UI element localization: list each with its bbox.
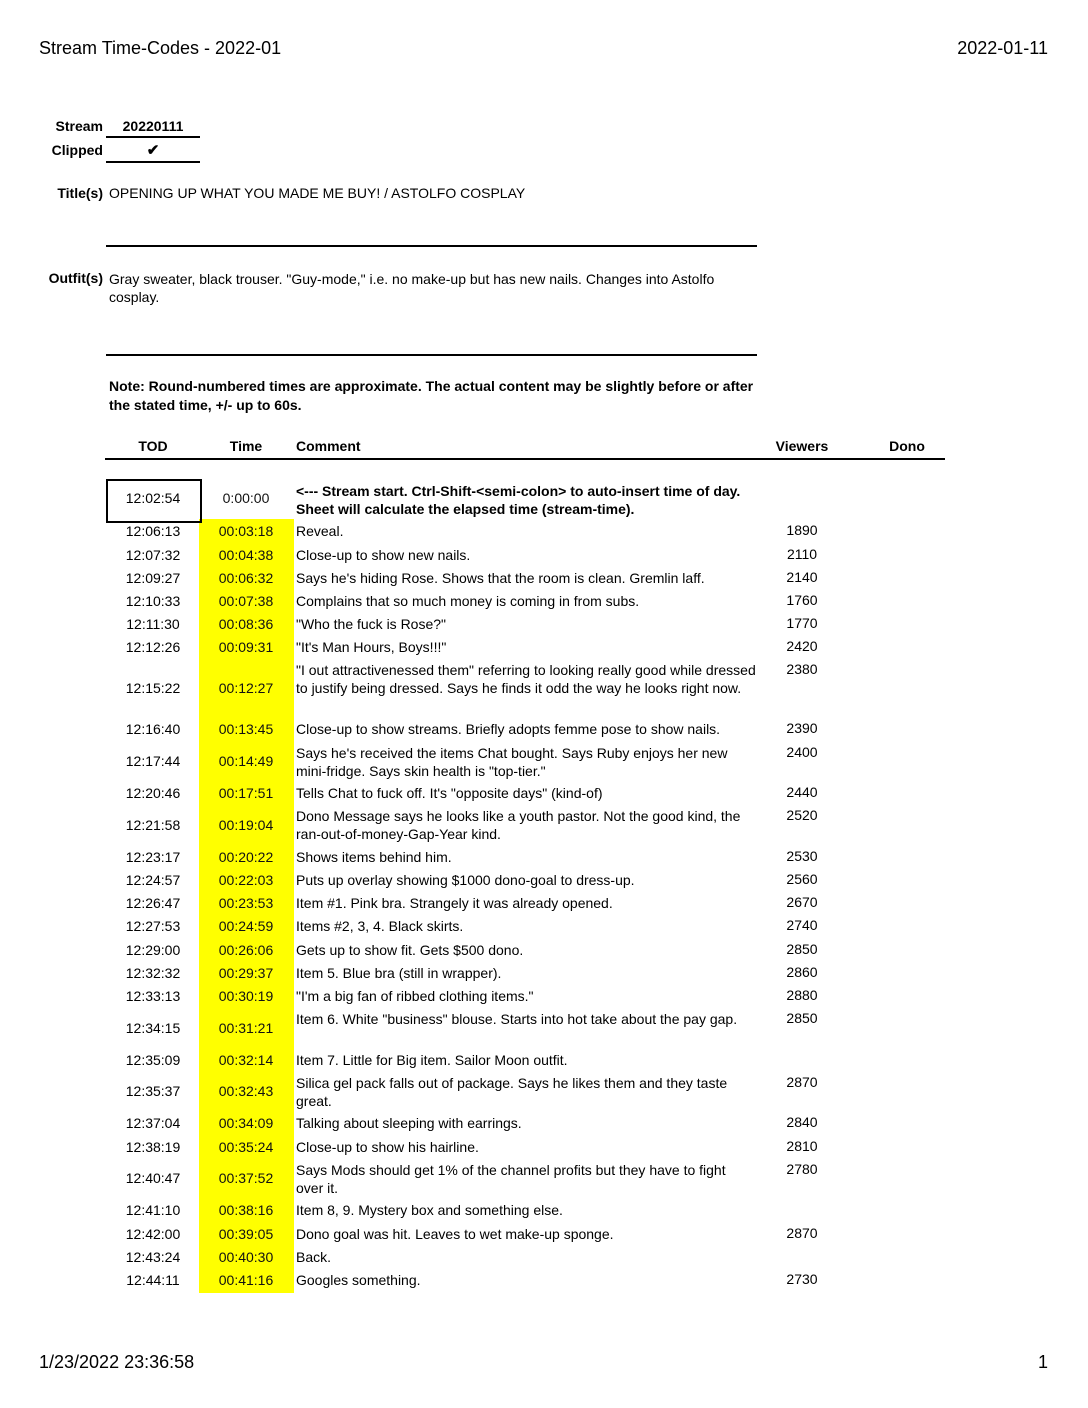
time-cell: 00:24:59: [218, 918, 274, 934]
comment-cell: Says he's received the items Chat bought. Says Ruby enjoys her new mini-fridge. Says skin health is "top-tier.": [296, 745, 728, 779]
time-cell: 00:38:16: [218, 1202, 274, 1218]
comment-cell: "Who the fuck is Rose?": [296, 616, 447, 632]
titles-value: OPENING UP WHAT YOU MADE ME BUY! / ASTOLFO COSPLAY: [109, 185, 526, 201]
comment-cell: Tells Chat to fuck off. It's "opposite days" (kind-of): [296, 785, 603, 801]
stream-value: 20220111: [106, 118, 200, 138]
comment-cell: Silica gel pack falls out of package. Says he likes them and they taste great.: [296, 1075, 728, 1109]
tod-cell: 12:40:47: [125, 1170, 181, 1186]
comment-cell: Googles something.: [296, 1272, 421, 1288]
tod-cell: 12:20:46: [125, 785, 181, 801]
table-row: [0, 1051, 1088, 1074]
tod-cell: 12:27:53: [125, 918, 181, 934]
comment-cell: "It's Man Hours, Boys!!!": [296, 639, 447, 655]
time-cell: 00:39:05: [218, 1226, 274, 1242]
time-cell: 00:29:37: [218, 965, 274, 981]
tod-cell: 12:07:32: [125, 547, 181, 563]
column-header-dono: Dono: [889, 438, 925, 454]
tod-cell: 12:35:37: [125, 1083, 181, 1099]
time-cell: 00:03:18: [218, 523, 274, 539]
time-cell: 00:12:27: [218, 680, 274, 696]
table-row: [0, 848, 1088, 871]
time-cell: 00:14:49: [218, 753, 274, 769]
viewers-cell: 2390: [786, 720, 818, 736]
table-row: [0, 720, 1088, 744]
document-date: 2022-01-11: [957, 38, 1048, 58]
comment-cell: Says Mods should get 1% of the channel profits but they have to fight over it.: [296, 1162, 726, 1196]
tod-cell: 12:06:13: [125, 523, 181, 539]
comment-cell: Shows items behind him.: [296, 849, 452, 865]
viewers-cell: 1770: [786, 615, 818, 631]
comment-cell: Says he's hiding Rose. Shows that the room is clean. Gremlin laff.: [296, 570, 705, 586]
table-row: [0, 987, 1088, 1010]
comment-cell: Back.: [296, 1249, 332, 1265]
time-cell: 00:19:04: [218, 817, 274, 833]
time-cell: 00:41:16: [218, 1272, 274, 1288]
comment-cell: Dono goal was hit. Leaves to wet make-up sponge.: [296, 1226, 614, 1242]
tod-cell: 12:24:57: [125, 872, 181, 888]
tod-cell: 12:21:58: [125, 817, 181, 833]
comment-cell: Item 8, 9. Mystery box and something else.: [296, 1202, 563, 1218]
table-row: [0, 964, 1088, 987]
comment-cell: Item 7. Little for Big item. Sailor Moon outfit.: [296, 1052, 568, 1068]
comment-cell: <--- Stream start. Ctrl-Shift-<semi-colon> to auto-insert time of day. Sheet will calculate the elapsed time (stream-time).: [296, 483, 741, 517]
table-row: [0, 638, 1088, 661]
table-row: [0, 1010, 1088, 1051]
table-row: [0, 546, 1088, 569]
table-row: [0, 917, 1088, 941]
comment-cell: "I'm a big fan of ribbed clothing items.": [296, 988, 534, 1004]
comment-cell: Puts up overlay showing $1000 dono-goal to dress-up.: [296, 872, 635, 888]
time-cell: 00:20:22: [218, 849, 274, 865]
comment-cell: Talking about sleeping with earrings.: [296, 1115, 522, 1131]
viewers-cell: 2870: [786, 1225, 818, 1241]
table-row: [0, 744, 1088, 784]
viewers-cell: 2730: [786, 1271, 818, 1287]
time-cell: 00:34:09: [218, 1115, 274, 1131]
tod-cell: 12:16:40: [125, 721, 181, 737]
table-row: [0, 1114, 1088, 1138]
time-cell: 0:00:00: [222, 490, 270, 506]
time-cell: 00:30:19: [218, 988, 274, 1004]
viewers-cell: 2670: [786, 894, 818, 910]
table-row: [0, 592, 1088, 615]
comment-cell: Complains that so much money is coming in from subs.: [296, 593, 640, 609]
comment-cell: Reveal.: [296, 523, 344, 539]
time-cell: 00:32:43: [218, 1083, 274, 1099]
time-cell: 00:37:52: [218, 1170, 274, 1186]
table-row: [0, 615, 1088, 638]
viewers-cell: 2860: [786, 964, 818, 980]
comment-cell: Items #2, 3, 4. Black skirts.: [296, 918, 464, 934]
viewers-cell: 2780: [786, 1161, 818, 1177]
comment-cell: Item 6. White "business" blouse. Starts into hot take about the pay gap.: [296, 1011, 738, 1027]
column-header-time: Time: [229, 438, 263, 454]
time-cell: 00:22:03: [218, 872, 274, 888]
tod-cell: 12:11:30: [126, 616, 180, 632]
comment-cell: Item 5. Blue bra (still in wrapper).: [296, 965, 502, 981]
table-row: [0, 871, 1088, 894]
header-rule: [105, 458, 945, 460]
viewers-cell: 2850: [786, 941, 818, 957]
tod-cell: 12:15:22: [125, 680, 181, 696]
viewers-cell: 2850: [786, 1010, 818, 1026]
tod-cell: 12:44:11: [126, 1272, 180, 1288]
footer-timestamp: 1/23/2022 23:36:58: [39, 1352, 195, 1372]
outfits-rule: [106, 354, 757, 356]
tod-cell: 12:42:00: [125, 1226, 181, 1242]
viewers-cell: 2870: [786, 1074, 818, 1090]
tod-cell: 12:41:10: [125, 1202, 181, 1218]
time-cell: 00:17:51: [218, 785, 274, 801]
viewers-cell: 2400: [786, 744, 818, 760]
page-number: 1: [1037, 1352, 1048, 1372]
comment-cell: Gets up to show fit. Gets $500 dono.: [296, 942, 524, 958]
tod-cell: 12:26:47: [125, 895, 181, 911]
tod-cell: 12:12:26: [125, 639, 181, 655]
time-cell: 00:26:06: [218, 942, 274, 958]
comment-cell: Close-up to show streams. Briefly adopts femme pose to show nails.: [296, 721, 721, 737]
column-header-comment: Comment: [296, 438, 361, 454]
table-row: [0, 569, 1088, 592]
viewers-cell: 2840: [786, 1114, 818, 1130]
viewers-cell: 2740: [786, 917, 818, 933]
time-cell: 00:13:45: [218, 721, 274, 737]
outfits-value: Gray sweater, black trouser. "Guy-mode," i.e. no make-up but has new nails. Changes into Astolfo cosplay.: [109, 271, 715, 305]
time-cell: 00:32:14: [218, 1052, 274, 1068]
table-row: [0, 807, 1088, 848]
tod-cell: 12:23:17: [125, 849, 181, 865]
viewers-cell: 2520: [786, 807, 818, 823]
viewers-cell: 2140: [786, 569, 818, 585]
tod-cell: 12:10:33: [125, 593, 181, 609]
table-row: [0, 1201, 1088, 1225]
table-row: [0, 482, 1088, 522]
tod-cell: 12:33:13: [125, 988, 181, 1004]
comment-cell: Close-up to show his hairline.: [296, 1139, 479, 1155]
table-row: [0, 941, 1088, 964]
time-cell: 00:35:24: [218, 1139, 274, 1155]
stream-label: Stream: [55, 118, 103, 134]
table-row: [0, 784, 1088, 807]
time-cell: 00:31:21: [218, 1020, 274, 1036]
time-cell: 00:23:53: [218, 895, 274, 911]
tod-cell: 12:17:44: [125, 753, 181, 769]
viewers-cell: 2530: [786, 848, 818, 864]
table-row: [0, 1271, 1088, 1294]
viewers-cell: 2420: [786, 638, 818, 654]
comment-cell: Dono Message says he looks like a youth pastor. Not the good kind, the ran-out-of-money-Gap-Year kind.: [296, 808, 741, 842]
viewers-cell: 2880: [786, 987, 818, 1003]
outfits-label: Outfit(s): [48, 270, 103, 286]
time-cell: 00:04:38: [218, 547, 274, 563]
table-row: [0, 1248, 1088, 1271]
viewers-cell: 2810: [786, 1138, 818, 1154]
note-text: Note: Round-numbered times are approximate. The actual content may be slightly before or after the stated time, +/- up to 60s.: [109, 378, 754, 413]
viewers-cell: 2380: [786, 661, 818, 677]
table-row: [0, 1074, 1088, 1114]
clipped-label: Clipped: [51, 142, 103, 158]
table-row: [0, 1138, 1088, 1161]
comment-cell: Close-up to show new nails.: [296, 547, 471, 563]
table-row: [0, 522, 1088, 546]
time-cell: 00:08:36: [218, 616, 274, 632]
tod-cell: 12:09:27: [125, 570, 181, 586]
tod-cell: 12:34:15: [125, 1020, 181, 1036]
tod-cell: 12:38:19: [125, 1139, 181, 1155]
comment-cell: Item #1. Pink bra. Strangely it was already opened.: [296, 895, 613, 911]
table-row: [0, 1225, 1088, 1248]
document-title: Stream Time-Codes - 2022-01: [39, 38, 282, 58]
viewers-cell: 1760: [786, 592, 818, 608]
tod-cell: 12:32:32: [125, 965, 181, 981]
tod-cell: 12:35:09: [125, 1052, 181, 1068]
column-header-viewers: Viewers: [775, 438, 829, 454]
table-row: [0, 894, 1088, 917]
time-cell: 00:06:32: [218, 570, 274, 586]
column-header-tod: TOD: [138, 438, 168, 454]
titles-rule: [106, 245, 757, 247]
viewers-cell: 1890: [786, 522, 818, 538]
viewers-cell: 2440: [786, 784, 818, 800]
comment-cell: "I out attractivenessed them" referring to looking really good while dressed to justify being dressed. Says he finds it odd the way he looks right now.: [296, 662, 756, 696]
tod-cell: 12:37:04: [125, 1115, 181, 1131]
viewers-cell: 2110: [786, 546, 818, 562]
clipped-checkmark: ✔: [106, 141, 200, 163]
tod-cell: 12:02:54: [125, 490, 181, 506]
tod-cell: 12:29:00: [125, 942, 181, 958]
viewers-cell: 2560: [786, 871, 818, 887]
time-cell: 00:09:31: [218, 639, 274, 655]
table-row: [0, 661, 1088, 720]
time-cell: 00:07:38: [218, 593, 274, 609]
time-cell: 00:40:30: [218, 1249, 274, 1265]
titles-label: Title(s): [57, 185, 103, 201]
tod-cell: 12:43:24: [125, 1249, 181, 1265]
table-row: [0, 1161, 1088, 1201]
